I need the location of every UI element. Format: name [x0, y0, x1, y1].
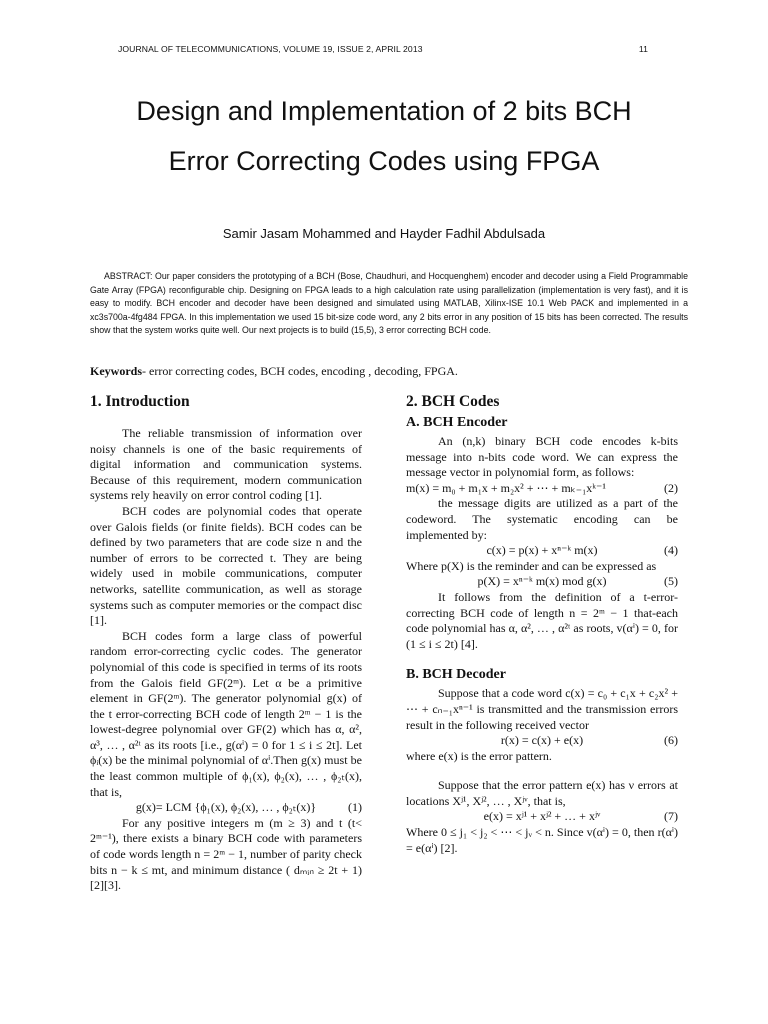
equation-4-body: c(x) = p(x) + xⁿ⁻ᵏ m(x)	[486, 543, 598, 558]
left-column	[90, 392, 362, 894]
equation-5-body: p(X) = xⁿ⁻ᵏ m(x) mod g(x)	[477, 574, 607, 589]
journal-name: JOURNAL OF TELECOMMUNICATIONS, VOLUME 19, ISSUE 2, APRIL 2013	[118, 44, 423, 54]
subsection-heading-decoder: B. BCH Decoder	[406, 667, 506, 683]
intro-paragraph-2: BCH codes are polynomial codes that operate over Galois fields (or finite fields). BCH codes can be defined by two parameters that are code size n and the number of errors to be corrected t. They are being widely used in mobile communications, computer networks, satellite communication, as well as storage systems such as computer memories or the compact disc [1].	[90, 503, 362, 628]
equation-6-body: r(x) = c(x) + e(x)	[500, 733, 584, 748]
equation-5	[406, 574, 678, 590]
keywords-text: - error correcting codes, BCH codes, encoding , decoding, FPGA.	[142, 364, 458, 378]
subsection-heading-encoder: A. BCH Encoder	[406, 415, 508, 430]
decoder-paragraph-3: Suppose that the error pattern e(x) has ν errors at locations Xʲ¹, Xʲ², … , Xʲᵛ, that is,	[406, 778, 678, 808]
equation-1-body: g(x)= LCM {ϕ₁(x), ϕ₂(x), … , ϕ₂ₜ(x)}	[135, 800, 317, 815]
decoder-paragraph-4: Where 0 ≤ j₁ < j₂ < ⋯ < jᵥ < n. Since v(αⁱ) = 0, then r(αⁱ) = e(αⁱ) [2].	[406, 825, 678, 855]
title-line-2: Error Correcting Codes using FPGA	[168, 146, 600, 176]
encoder-paragraph-2: the message digits are utilized as a part of the codeword. The systematic encoding can be implemented by:	[406, 496, 678, 542]
equation-2-number: (2)	[664, 480, 678, 495]
decoder-paragraph-2: where e(x) is the error pattern.	[406, 748, 552, 763]
decoder-paragraph-1: Suppose that a code word c(x) = c₀ + c₁x + c₂x² + ⋯ + cₙ₋₁xⁿ⁻¹ is transmitted and the transmission errors result in the following received vector	[406, 686, 678, 732]
intro-paragraph-1: The reliable transmission of information over noisy channels is one of the basic requirements of digital information and communication systems. Because of this requirement, modern communication systems rely heavily on error control coding [1].	[90, 426, 362, 503]
equation-6-number: (6)	[664, 733, 678, 748]
intro-paragraph-4: For any positive integers m (m ≥ 3) and t (t< 2ᵐ⁻¹), there exists a binary BCH code with parameters of code words length n = 2ᵐ − 1, number of parity check bits n − k ≤ mt, and minimum distance ( dₘᵢₙ ≥ 2t + 1) [2][3].	[90, 815, 362, 893]
title-line-1: Design and Implementation of 2 bits BCH	[136, 96, 632, 126]
keywords-label: Keywords	[90, 364, 142, 378]
equation-7-body: e(x) = xʲ¹ + xʲ² + … + xʲᵛ	[483, 809, 601, 824]
equation-1-number: (1)	[348, 800, 362, 815]
equation-6	[406, 733, 678, 749]
abstract: ABSTRACT: Our paper considers the prototyping of a BCH (Bose, Chaudhuri, and Hocquenghem) encoder and decoder using a Field Programmable Gate Array (FPGA) reconfigurable chip. Designing on FPGA leads to a high calculation rate using parallelization (implementation is very fast), and it is easy to modify. BCH encoder and decoder have been designed and simulated using MATLAB, Xilinx-ISE 10.1 Web PACK and implemented in a xc3s700a-4fg484 FPGA. In this implementation we used 15 bit-size code word, any 2 bits error in any position of 15 bits has been corrected. The results show that the system works quite well. Our next projects is to build (15,5), 3 error correcting BCH code.	[90, 271, 688, 335]
encoder-paragraph-4: It follows from the definition of a t-error-correcting BCH code of length n = 2ᵐ − 1 that-each code polynomial has α, α², … , α²ᵗ as roots, v(αⁱ) = 0, for (1 ≤ i ≤ 2t) [4].	[406, 589, 678, 651]
equation-2-body: m(x) = m₀ + m₁x + m₂x² + ⋯ + mₖ₋₁xᵏ⁻¹	[406, 480, 606, 495]
paper-title	[60, 86, 708, 186]
encoder-paragraph-3: Where p(X) is the reminder and can be expressed as	[406, 558, 657, 573]
keywords	[90, 364, 688, 379]
page-number: 11	[638, 44, 648, 54]
equation-2	[406, 481, 678, 497]
equation-1	[90, 800, 362, 816]
authors: Samir Jasam Mohammed and Hayder Fadhil Abdulsada	[222, 226, 546, 241]
spacer	[406, 652, 678, 666]
spacer	[406, 764, 678, 778]
equation-7-number: (7)	[664, 809, 678, 824]
equation-4-number: (4)	[664, 543, 678, 558]
section-heading-introduction: 1. Introduction	[90, 393, 190, 410]
right-column	[406, 392, 678, 856]
running-header	[118, 44, 648, 54]
equation-7	[406, 809, 678, 825]
encoder-paragraph-1: An (n,k) binary BCH code encodes k-bits message into n-bits code word. We can express the message vector in polynomial form, as follows:	[406, 434, 678, 480]
equation-5-number: (5)	[664, 574, 678, 589]
equation-4	[406, 543, 678, 559]
intro-paragraph-3: BCH codes form a large class of powerful random error-correcting cyclic codes. The generator polynomial of this code is specified in terms of its roots from the Galois field GF(2ᵐ). Let α be a primitive element in GF(2ᵐ). The generator polynomial g(x) of the t error-correcting BCH code of length 2ᵐ − 1 is the lowest-degree polynomial over GF(2) which has α, α², α³, … , α²ᵗ as its roots [i.e., g(αⁱ) = 0 for 1 ≤ i ≤ 2t]. Let ϕᵢ(x) be the minimal polynomial of αⁱ.Then g(x) must be the least common multiple of ϕ₁(x), ϕ₂(x), … , ϕ₂ₜ(x), that is,	[90, 628, 362, 799]
section-heading-bch-codes: 2. BCH Codes	[406, 393, 500, 410]
